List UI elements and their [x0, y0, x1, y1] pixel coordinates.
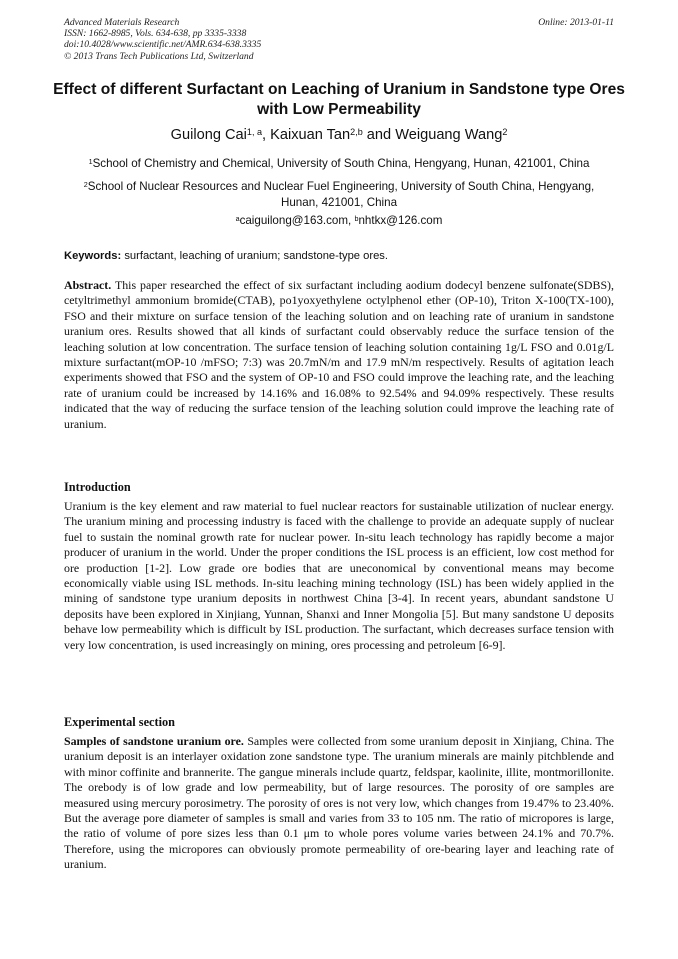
author-separator: ,: [262, 127, 271, 143]
paper-title: Effect of different Surfactant on Leaching of Uranium in Sandstone type Ores with Low Permeability: [53, 81, 625, 118]
affiliation-text: School of Nuclear Resources and Nuclear Fuel Engineering, University of South China, Hengyang, Hunan, 421001, China: [87, 180, 595, 209]
email-mark: b: [354, 213, 359, 223]
doi-line[interactable]: doi:10.4028/www.scientific.net/AMR.634-638.3335: [64, 39, 262, 51]
author-list: [40, 126, 638, 144]
author-affiliation-mark: 1, a: [246, 126, 262, 137]
experimental-paragraph: [64, 734, 614, 873]
introduction-paragraph: Uranium is the key element and raw material to fuel nuclear reactors for sustainable utilization of nuclear energy. The uranium mining and processing industry is faced with the challenge to provide an adequate supply of nuclear fuel to sustain the nominal growth rate for nuclear power. In-situ leach technology has rapidly become a major producer of uranium in the world. Under the proper conditions the ISL process is an efficient, low cost method for ore production [1-2]. Low grade ore bodies that are uneconomical by conventional means may become economically viable using ISL methods. In-situ leaching mining technology (ISL) has been widely applied in the mining of sandstone type uranium deposits in northwest China [3-4]. In recent years, abundant sandstone U deposits have been explored in Xinjiang, Yunnan, Shanxi and Inner Mongolia [5]. But many sandstone U deposits behave low permeability which is difficult by ISL production. The surfactant, which decreases surface tension with very low concentration, is used increasingly on mining, ores processing and petroleum [6-9].: [64, 499, 614, 652]
abstract: [64, 278, 614, 432]
journal-header: [64, 17, 614, 65]
section-heading-experimental: Experimental section: [64, 715, 175, 729]
subsection-runin-heading: Samples of sandstone uranium ore.: [64, 734, 244, 748]
section-heading-introduction: Introduction: [64, 480, 131, 494]
abstract-label: Abstract.: [64, 278, 112, 292]
author-separator: and: [362, 127, 396, 143]
affiliation-1: [64, 156, 614, 172]
issn-line: ISSN: 1662-8985, Vols. 634-638, pp 3335-3338: [64, 28, 247, 40]
author-affiliation-mark: 2,b: [350, 126, 363, 137]
affiliation-2: [64, 179, 614, 211]
affiliation-text: School of Chemistry and Chemical, University of South China, Hengyang, Hunan, 421001, China: [92, 157, 590, 170]
affiliation-mark: 1: [88, 156, 93, 166]
keywords-label: Keywords:: [64, 250, 122, 262]
journal-name: Advanced Materials Research: [64, 17, 180, 28]
email-link[interactable]: caiguilong@163.com: [239, 214, 349, 227]
online-date: Online: 2013-01-11: [538, 17, 614, 28]
author-name: Guilong Cai: [170, 127, 247, 143]
author-affiliation-mark: 2: [502, 126, 508, 137]
email-link[interactable]: nhtkx@126.com: [358, 214, 443, 227]
author-name: Kaixuan Tan: [270, 127, 351, 143]
author-name: Weiguang Wang: [395, 127, 503, 143]
keywords: [64, 248, 614, 264]
keywords-text: surfactant, leaching of uranium; sandstone-type ores.: [124, 250, 388, 262]
experimental-text: Samples were collected from some uranium deposit in Xinjiang, China. The uranium deposit is an interlayer oxidation zone sandstone type. The uranium minerals are mainly pitchblende and with minor coffinite and brannerite. The gangue minerals include quartz, feldspar, kaolinite, illite, montmorillonite. The orebody is of low grade and low permeability, but of large resources. The porosity of ore samples are measured using mercury porosimetry. The porosity of ores is not very low, which changes from 19.47% to 23.40%. But the average pore diameter of samples is small and varies from 33 to 105 nm. The ratio of micropores is large, the ratio of volume of pore sizes less than 0.1 μm to whole pores volume varies between 24.1% and 70.7%. Therefore, using the micropores can obviously promote permeability of ore-bearing layer and leaching rate of uranium.: [64, 734, 614, 872]
email-list: $^a$caiguilong@163.com, $^b$nhtkx@126.com: [235, 213, 443, 227]
abstract-text: This paper researched the effect of six surfactant including aodium dodecyl benzene sulfonate(SDBS), cetyltrimethyl ammonium bromide(CTAB), po1yoxyethylene octylphenol ether (OP-10), Triton X-100(TX-100), FSO and their mixture on surface tension of the leaching solution and on leaching rate of uranium in sandstone uranium ores. Results showed that all kinds of surfactant could observably reduce the surface tension of the leaching solution at low concentration. The surface tension of leaching solution containing 1g/L FSO and 0.01g/L mixture surfactant(mOP-10 /mFSO; 7:3) was 20.7mN/m and 17.9 mN/m respectively. Results of agitation leach experiments showed that FSO and the system of OP-10 and FSO could improve the leaching rate, and the leaching rate of uranium could be increased by 14.16% and 16.08% to 92.54% and 94.09% respectively. These results indicated that the way of reducing the surface tension of the leaching solution could improve the leaching rate of uranium.: [64, 278, 614, 431]
copyright-line: © 2013 Trans Tech Publications Ltd, Switzerland: [64, 50, 254, 62]
affiliation-mark: 2: [83, 179, 88, 189]
email-mark: a: [235, 213, 240, 223]
